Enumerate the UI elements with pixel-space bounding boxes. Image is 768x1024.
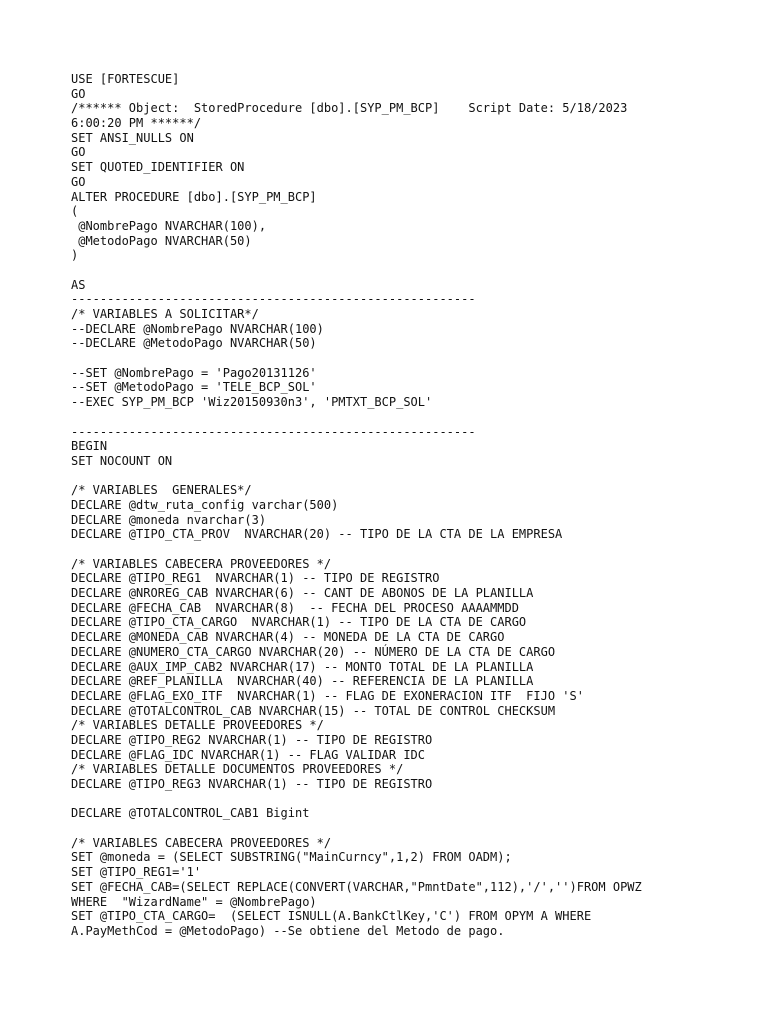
code-line: --SET @MetodoPago = 'TELE_BCP_SOL' — [71, 380, 317, 395]
code-line: /* VARIABLES GENERALES*/ — [71, 483, 252, 498]
code-line: ) — [71, 248, 79, 263]
code-line: DECLARE @FECHA_CAB NVARCHAR(8) -- FECHA DEL PROCESO AAAAMMDD — [71, 600, 519, 615]
code-line: --EXEC SYP_PM_BCP 'Wiz20150930n3', 'PMTXT_BCP_SOL' — [71, 395, 433, 410]
code-line: /* VARIABLES A SOLICITAR*/ — [71, 307, 259, 321]
code-line: SET NOCOUNT ON — [71, 453, 173, 468]
code-line: SET @TIPO_CTA_CARGO= (SELECT ISNULL(A.BankCtlKey,'C') FROM OPYM A WHERE — [71, 909, 592, 924]
code-line — [71, 821, 751, 836]
code-line: WHERE "WizardName" = @NombrePago) — [71, 894, 317, 909]
code-line: 6:00:20 PM ******/ — [71, 116, 202, 131]
code-line: DECLARE @TOTALCONTROL_CAB NVARCHAR(15) -- TOTAL DE CONTROL CHECKSUM — [71, 703, 556, 718]
code-line: DECLARE @moneda nvarchar(3) — [71, 512, 267, 527]
code-line — [71, 351, 751, 366]
code-line: USE [FORTESCUE] — [71, 72, 180, 86]
code-line: SET QUOTED_IDENTIFIER ON — [71, 160, 245, 175]
code-line: BEGIN — [71, 439, 108, 454]
code-line: GO — [71, 145, 86, 160]
code-line: -------------------------------------------------------- — [71, 424, 476, 439]
code-line: DECLARE @NROREG_CAB NVARCHAR(6) -- CANT DE ABONOS DE LA PLANILLA — [71, 586, 534, 601]
code-line: --DECLARE @MetodoPago NVARCHAR(50) — [71, 336, 317, 351]
code-line: @MetodoPago NVARCHAR(50) — [71, 233, 252, 248]
code-line — [71, 469, 751, 484]
code-line: A.PayMethCod = @MetodoPago) --Se obtiene del Metodo de pago. — [71, 923, 505, 938]
code-line: SET @FECHA_CAB=(SELECT REPLACE(CONVERT(VARCHAR,"PmntDate",112),'/','')FROM OPWZ — [71, 879, 642, 894]
code-line — [71, 542, 751, 557]
code-line: DECLARE @TIPO_REG1 NVARCHAR(1) -- TIPO DE REGISTRO — [71, 571, 440, 586]
code-line: DECLARE @MONEDA_CAB NVARCHAR(4) -- MONEDA DE LA CTA DE CARGO — [71, 630, 505, 645]
code-line: DECLARE @TIPO_CTA_PROV NVARCHAR(20) -- TIPO DE LA CTA DE LA EMPRESA — [71, 527, 563, 542]
code-line: DECLARE @dtw_ruta_config varchar(500) — [71, 497, 339, 512]
code-line: /* VARIABLES DETALLE PROVEEDORES */ — [71, 718, 324, 733]
code-line: AS — [71, 277, 86, 292]
code-line — [71, 410, 751, 425]
code-line: DECLARE @REF_PLANILLA NVARCHAR(40) -- REFERENCIA DE LA PLANILLA — [71, 674, 534, 689]
code-line: DECLARE @TIPO_CTA_CARGO NVARCHAR(1) -- TIPO DE LA CTA DE CARGO — [71, 615, 527, 630]
code-line: --SET @NombrePago = 'Pago20131126' — [71, 365, 317, 380]
code-line: DECLARE @TOTALCONTROL_CAB1 Bigint — [71, 806, 310, 821]
code-line: DECLARE @AUX_IMP_CAB2 NVARCHAR(17) -- MONTO TOTAL DE LA PLANILLA — [71, 659, 534, 674]
code-line: DECLARE @TIPO_REG2 NVARCHAR(1) -- TIPO DE REGISTRO — [71, 732, 433, 747]
code-line: DECLARE @TIPO_REG3 NVARCHAR(1) -- TIPO DE REGISTRO — [71, 777, 433, 791]
code-line: --DECLARE @NombrePago NVARCHAR(100) — [71, 321, 324, 336]
code-line: DECLARE @FLAG_EXO_ITF NVARCHAR(1) -- FLAG DE EXONERACION ITF FIJO 'S' — [71, 688, 584, 703]
code-line: DECLARE @FLAG_IDC NVARCHAR(1) -- FLAG VALIDAR IDC — [71, 747, 426, 762]
code-line: /* VARIABLES CABECERA PROVEEDORES */ — [71, 556, 332, 571]
code-line: GO — [71, 86, 86, 101]
sql-script-body — [71, 72, 751, 939]
code-line: ALTER PROCEDURE [dbo].[SYP_PM_BCP] — [71, 189, 317, 204]
code-line: @NombrePago NVARCHAR(100), — [71, 218, 267, 233]
code-line: /****** Object: StoredProcedure [dbo].[SYP_PM_BCP] Script Date: 5/18/2023 — [71, 101, 628, 116]
code-line: SET ANSI_NULLS ON — [71, 130, 194, 145]
code-line: SET @TIPO_REG1='1' — [71, 865, 202, 880]
code-line: /* VARIABLES CABECERA PROVEEDORES */ — [71, 835, 332, 850]
code-line — [71, 792, 751, 807]
code-line — [71, 263, 751, 278]
code-line: -------------------------------------------------------- — [71, 292, 476, 307]
code-line: SET @moneda = (SELECT SUBSTRING("MainCurncy",1,2) FROM OADM); — [71, 850, 512, 865]
code-line: ( — [71, 204, 79, 219]
code-line: DECLARE @NUMERO_CTA_CARGO NVARCHAR(20) -- NÚMERO DE LA CTA DE CARGO — [71, 644, 556, 659]
code-line: /* VARIABLES DETALLE DOCUMENTOS PROVEEDORES */ — [71, 762, 404, 777]
code-line: GO — [71, 174, 86, 189]
